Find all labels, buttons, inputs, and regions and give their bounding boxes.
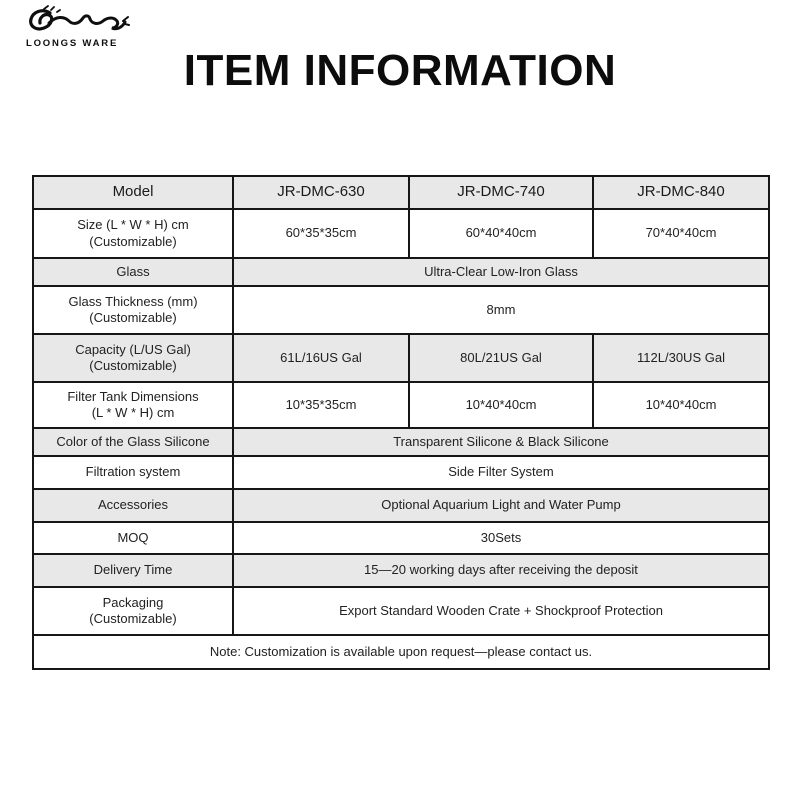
filter-tank-label-cell bbox=[33, 382, 233, 428]
filter-tank-value-2: 10*40*40cm bbox=[409, 382, 593, 428]
filter-tank-label: Filter Tank Dimensions bbox=[67, 388, 199, 404]
capacity-value-2: 80L/21US Gal bbox=[409, 334, 593, 382]
size-label: Size (L * W * H) cm bbox=[77, 217, 189, 233]
glass-thickness-label-cell bbox=[33, 286, 233, 334]
capacity-sublabel: (Customizable) bbox=[89, 358, 177, 373]
brand-logo bbox=[26, 5, 156, 49]
row-moq bbox=[33, 522, 769, 554]
row-packaging bbox=[33, 587, 769, 635]
row-glass-thickness bbox=[33, 286, 769, 334]
capacity-value-1: 61L/16US Gal bbox=[233, 334, 409, 382]
row-silicone-color bbox=[33, 428, 769, 456]
moq-value: 30Sets bbox=[233, 522, 769, 554]
glass-thickness-label: Glass Thickness (mm) bbox=[68, 293, 198, 309]
size-value-1: 60*35*35cm bbox=[233, 209, 409, 258]
glass-label: Glass bbox=[33, 258, 233, 286]
accessories-value: Optional Aquarium Light and Water Pump bbox=[233, 489, 769, 522]
row-glass bbox=[33, 258, 769, 286]
filter-tank-sublabel: (L * W * H) cm bbox=[91, 405, 175, 420]
size-value-3: 70*40*40cm bbox=[593, 209, 769, 258]
row-size bbox=[33, 209, 769, 258]
delivery-value: 15—20 working days after receiving the deposit bbox=[233, 554, 769, 587]
header-model-1: JR-DMC-630 bbox=[233, 176, 409, 209]
row-accessories bbox=[33, 489, 769, 522]
size-sublabel: (Customizable) bbox=[89, 233, 177, 249]
row-note bbox=[33, 635, 769, 669]
brand-name: LOONGS WARE bbox=[26, 38, 119, 49]
glass-thickness-sublabel: (Customizable) bbox=[89, 310, 177, 325]
filter-tank-value-1: 10*35*35cm bbox=[233, 382, 409, 428]
row-delivery bbox=[33, 554, 769, 587]
page-title: ITEM INFORMATION bbox=[183, 46, 617, 95]
row-filtration bbox=[33, 456, 769, 489]
header-model-2: JR-DMC-740 bbox=[409, 176, 593, 209]
dragon-script-icon bbox=[26, 5, 130, 37]
silicone-color-label: Color of the Glass Silicone bbox=[33, 428, 233, 456]
packaging-sublabel: (Customizable) bbox=[89, 611, 177, 626]
spec-table bbox=[32, 175, 770, 670]
header-model-label: Model bbox=[33, 176, 233, 209]
delivery-label: Delivery Time bbox=[33, 554, 233, 587]
capacity-value-3: 112L/30US Gal bbox=[593, 334, 769, 382]
packaging-value: Export Standard Wooden Crate + Shockproof Protection bbox=[233, 587, 769, 635]
filter-tank-value-3: 10*40*40cm bbox=[593, 382, 769, 428]
packaging-label-cell bbox=[33, 587, 233, 635]
filtration-value: Side Filter System bbox=[233, 456, 769, 489]
moq-label: MOQ bbox=[33, 522, 233, 554]
packaging-label: Packaging bbox=[102, 594, 164, 610]
silicone-color-value: Transparent Silicone & Black Silicone bbox=[233, 428, 769, 456]
header-model-3: JR-DMC-840 bbox=[593, 176, 769, 209]
size-label-cell bbox=[33, 209, 233, 258]
glass-value: Ultra-Clear Low-Iron Glass bbox=[233, 258, 769, 286]
capacity-label-cell bbox=[33, 334, 233, 382]
capacity-label: Capacity (L/US Gal) bbox=[75, 341, 191, 357]
row-capacity bbox=[33, 334, 769, 382]
glass-thickness-value: 8mm bbox=[233, 286, 769, 334]
filtration-label: Filtration system bbox=[33, 456, 233, 489]
size-value-2: 60*40*40cm bbox=[409, 209, 593, 258]
note-text: Note: Customization is available upon request—please contact us. bbox=[33, 635, 769, 669]
accessories-label: Accessories bbox=[33, 489, 233, 522]
row-filter-tank bbox=[33, 382, 769, 428]
table-header-row bbox=[33, 176, 769, 209]
